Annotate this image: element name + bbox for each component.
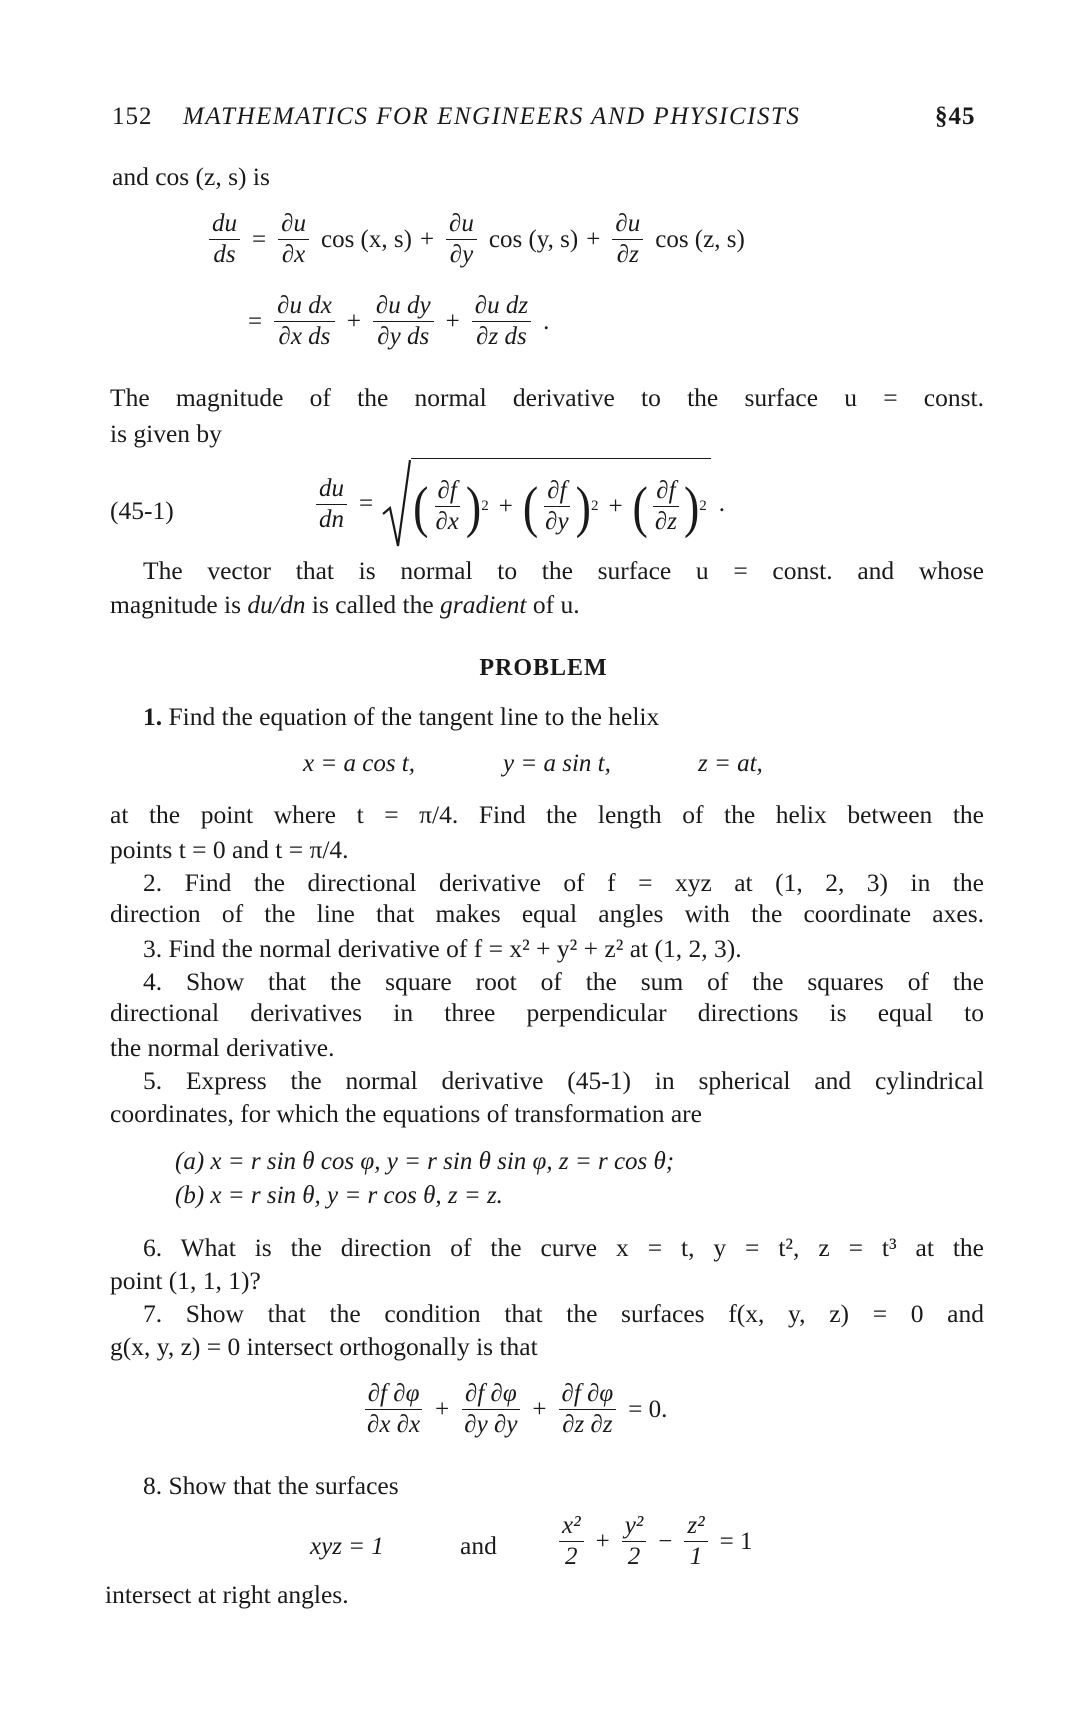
fraction: $\frac{\partial u}{\partial z}$	[612, 210, 643, 269]
fraction: $\frac{\text{z²}}{1}$	[684, 1512, 707, 1571]
section-marker: §45	[935, 103, 976, 130]
helix-x: x = a cos t,	[303, 750, 415, 777]
surface-quadric: $\frac{\text{x²}}{2}$ + $\frac{\text{y²}}{2}$ − $\frac{\text{z²}}{1}$ = 1	[555, 1512, 753, 1571]
fraction: $\frac{du}{dn}$	[316, 475, 347, 534]
fraction: $\frac{du}{ds}$	[209, 210, 240, 269]
cos-term: cos (z, s)	[655, 225, 745, 253]
paragraph-gradient-line2: magnitude is du/dn is called the gradient of u.	[110, 590, 580, 619]
page-number: 152	[112, 103, 153, 130]
problem-6-line2: point (1, 1, 1)?	[110, 1266, 261, 1295]
paragraph-magnitude-line1: The magnitude of the normal derivative to the surface u = const.	[110, 383, 984, 412]
paragraph-magnitude-line2: is given by	[110, 419, 222, 448]
problem-1-text: 1. Find the equation of the tangent line to the helix	[143, 702, 660, 731]
fraction: $\frac{\partial f \partial\varphi}{\partial z \partial z}$	[559, 1380, 617, 1439]
surface-xyz: xyz = 1	[310, 1533, 384, 1560]
square-root: ( $\frac{\partial f}{\partial x}$ ) 2 + ( $\frac{\partial f}{\partial y}$ ) 2 + ( $\frac{\partial f}{\partial z}$ ) 2	[381, 458, 711, 550]
helix-z: z = at,	[698, 750, 763, 777]
fraction: $\frac{\partial u}{\partial x}$	[278, 210, 309, 269]
transformation-spherical: (a) x = r sin θ cos φ, y = r sin θ sin φ, z = r cos θ;	[175, 1148, 675, 1175]
problem-5-line1: 5. Express the normal derivative (45-1) in spherical and cylindrical	[143, 1066, 984, 1095]
fraction: $\frac{\partial f \partial\varphi}{\partial x \partial x}$	[364, 1380, 423, 1439]
intro-line: and cos (z, s) is	[112, 162, 270, 191]
fraction: $\frac{\text{y²}}{2}$	[622, 1512, 647, 1571]
fraction: $\frac{\text{x²}}{2}$	[559, 1512, 584, 1571]
equation-du-ds: $\frac{du}{ds}$ = $\frac{\partial u}{\partial x}$ cos (x, s) + $\frac{\partial u}{\partial y}$ cos (y, s) + $\frac{\partial u}{\partial z}$ cos (z, s)	[205, 210, 745, 269]
problem-4-line2: directional derivatives in three perpendicular directions is equal to	[110, 998, 984, 1027]
orthogonality-condition: $\frac{\partial f \partial\varphi}{\partial x \partial x}$ + $\frac{\partial f \partial\varphi}{\partial y \partial y}$ + $\frac{\partial f \partial\varphi}{\partial z \partial z}$ = 0.	[360, 1380, 667, 1439]
problem-4-line3: the normal derivative.	[110, 1033, 335, 1062]
transformation-cylindrical: (b) x = r sin θ, y = r cos θ, z = z.	[175, 1182, 503, 1209]
problem-5-line2: coordinates, for which the equations of transformation are	[110, 1099, 702, 1128]
fraction: $\frac{\text{∂u dx}}{\text{∂x ds}}$	[274, 292, 335, 351]
problem-1-line2: at the point where t = π/4. Find the length of the helix between the	[110, 800, 984, 829]
equation-normal-derivative: $\frac{du}{dn}$ = ( $\frac{\partial f}{\partial x}$ ) 2 + ( $\frac{\partial f}{\partial y}$ ) 2 + ( $\frac{\partial f}{\partial z}$ ) 2 .	[312, 458, 725, 550]
helix-y: y = a sin t,	[503, 750, 611, 777]
problem-7-line1: 7. Show that the condition that the surfaces f(x, y, z) = 0 and	[143, 1299, 984, 1328]
cos-term: cos (y, s)	[488, 225, 579, 253]
paragraph-gradient-line1: The vector that is normal to the surface u = const. and whose	[143, 556, 984, 585]
fraction: $\frac{\text{∂u dy}}{\text{∂y ds}}$	[373, 292, 434, 351]
cos-term: cos (x, s)	[320, 225, 412, 253]
page-header	[112, 103, 800, 131]
problem-4-line1: 4. Show that the square root of the sum of the squares of the	[143, 967, 984, 996]
and-word: and	[460, 1531, 497, 1560]
problem-8-line2: intersect at right angles.	[105, 1580, 349, 1609]
fraction: $\frac{\partial f \partial\varphi}{\partial y \partial y}$	[461, 1380, 520, 1439]
problem-2-line2: direction of the line that makes equal angles with the coordinate axes.	[110, 899, 984, 928]
problem-6-line1: 6. What is the direction of the curve x = t, y = t², z = t³ at the	[143, 1233, 984, 1262]
running-title: MATHEMATICS FOR ENGINEERS AND PHYSICISTS	[183, 103, 801, 130]
fraction: $\frac{\text{∂u dz}}{\text{∂z ds}}$	[472, 292, 531, 351]
equation-label: (45-1)	[110, 496, 174, 525]
problem-1-line3: points t = 0 and t = π/4.	[110, 835, 349, 864]
problem-7-line2: g(x, y, z) = 0 intersect orthogonally is that	[110, 1332, 538, 1361]
problem-8-line1: 8. Show that the surfaces	[143, 1471, 399, 1500]
fraction: $\frac{\partial u}{\partial y}$	[446, 210, 477, 269]
problem-heading: PROBLEM	[479, 655, 608, 681]
problem-2-line1: 2. Find the directional derivative of f = xyz at (1, 2, 3) in the	[143, 868, 984, 897]
term-gradient: gradient	[440, 590, 527, 619]
equation-chain-rule: = $\frac{\text{∂u dx}}{\text{∂x ds}}$ + $\frac{\text{∂u dy}}{\text{∂y ds}}$ + $\frac{\text{∂u dz}}{\text{∂z ds}}$ .	[248, 292, 550, 350]
problem-3-line1: 3. Find the normal derivative of f = x² + y² + z² at (1, 2, 3).	[143, 934, 742, 963]
radical-sign-icon	[381, 458, 411, 550]
